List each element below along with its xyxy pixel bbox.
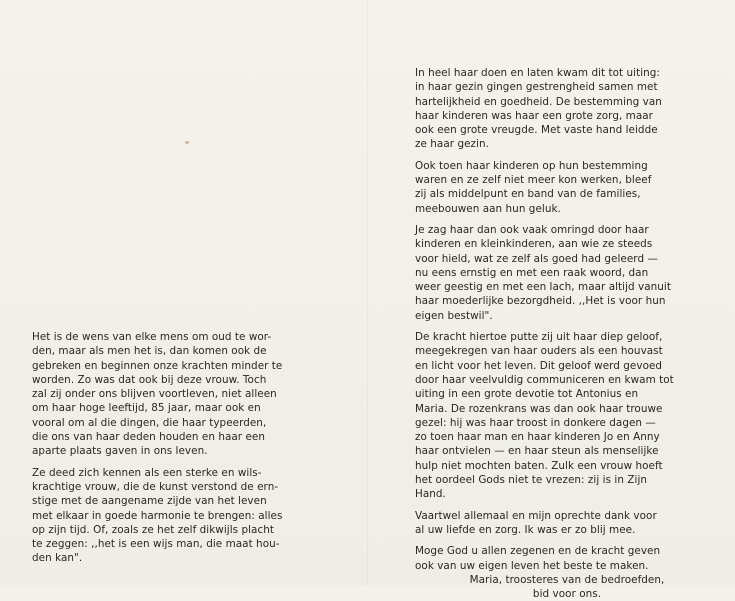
closing-prayer	[415, 573, 705, 601]
text-line: meebouwen aan hun geluk.	[415, 202, 561, 215]
text-line: uiting in een grote devotie tot Antonius en	[415, 388, 639, 401]
text-line: zo toen haar man en haar kinderen Jo en Anny	[415, 431, 660, 444]
prayer-line: Maria, troosteres van de bedroefden,	[469, 573, 665, 586]
text-line: Moge God u allen zegenen en de kracht geven	[415, 545, 661, 558]
text-line: met elkaar in goede harmonie te brengen: alles	[32, 509, 283, 522]
text-line: op zijn tijd. Of, zoals ze het zelf dikwijls placht	[32, 523, 274, 536]
prayer-line: bid voor ons.	[532, 588, 602, 601]
text-line: haar kinderen was haar een grote zorg, maar	[415, 109, 653, 122]
paragraph	[32, 330, 364, 459]
text-line: die ons van haar deden houden en haar een	[32, 431, 266, 444]
text-line: nu eens ernstig en met een raak woord, dan	[415, 266, 649, 279]
text-line: meegekregen van haar ouders als een houvast	[415, 345, 663, 358]
text-line: Vaartwel allemaal en mijn oprechte dank voor	[415, 509, 657, 522]
text-line: ook van uw eigen leven het beste te maken.	[415, 559, 649, 572]
blessing-paragraph	[415, 544, 705, 573]
text-line: den kan".	[32, 552, 83, 565]
text-line: en licht voor het leven. Dit geloof werd gevoed	[415, 359, 663, 372]
text-line: het oordeel Gods niet te vrezen: zij is in Zijn	[415, 474, 648, 487]
text-line: hulp niet mochten baten. Zulk een vrouw hoeft	[415, 459, 663, 472]
text-line: Ze deed zich kennen als een sterke en wils-	[32, 466, 262, 479]
left-column	[32, 330, 364, 566]
text-line: den, maar als men het is, dan komen ook de	[32, 345, 267, 358]
text-line: krachtige vrouw, die de kunst verstond de ern-	[32, 480, 279, 493]
text-line: haar ontvielen — en haar steun als menselijke	[415, 445, 659, 458]
text-line: aparte plaats gaven in ons leven.	[32, 445, 208, 458]
text-line: ook een grote vreugde. Met vaste hand leidde	[415, 124, 658, 137]
text-line: zal zij onder ons blijven voortleven, niet alleen	[32, 388, 277, 401]
paragraph	[32, 466, 364, 566]
text-line: gebreken en beginnen onze krachten minder te	[32, 359, 283, 372]
text-line: waren en ze zelf niet meer kon werken, bleef	[415, 174, 652, 187]
paper-speck	[185, 141, 189, 144]
text-line: om haar hoge leeftijd, 85 jaar, maar ook en	[32, 402, 261, 415]
text-line: In heel haar doen en laten kwam dit tot uiting:	[415, 67, 660, 79]
text-line: Het is de wens van elke mens om oud te wor-	[32, 331, 272, 343]
text-line: Je zag haar dan ook vaak omringd door haar	[415, 223, 649, 236]
paragraph	[415, 159, 705, 216]
text-line: Ook toen haar kinderen op hun bestemming	[415, 159, 648, 172]
paragraph	[415, 66, 705, 152]
text-line: worden. Zo was dat ook bij deze vrouw. Toch	[32, 373, 267, 386]
text-line: door haar veelvuldig communiceren en kwam tot	[415, 373, 674, 386]
text-line: al uw liefde en zorg. Ik was er zo blij mee.	[415, 523, 636, 536]
text-line: zij als middelpunt en band van de families,	[415, 188, 641, 201]
paragraph	[415, 223, 705, 323]
text-line: vooral om al die dingen, die haar typeerden,	[32, 416, 267, 429]
farewell-paragraph	[415, 509, 705, 538]
text-line: haar moederlijke bezorgdheid. ,,Het is voor hun	[415, 295, 666, 308]
text-line: te zeggen: ,,het is een wijs man, die maat hou-	[32, 538, 280, 551]
text-line: eigen bestwil".	[415, 309, 493, 322]
text-line: Maria. De rozenkrans was dan ook haar trouwe	[415, 402, 663, 415]
right-column	[415, 66, 705, 601]
text-line: in haar gezin gingen gestrengheid samen met	[415, 81, 658, 94]
text-line: De kracht hiertoe putte zij uit haar diep geloof,	[415, 331, 663, 344]
text-line: Hand.	[415, 488, 446, 501]
card-fold-line	[367, 0, 368, 585]
text-line: voor hield, wat ze zelf als goed had geleerd —	[415, 252, 658, 265]
text-line: ze haar gezin.	[415, 138, 489, 151]
text-line: kinderen en kleinkinderen, aan wie ze steeds	[415, 238, 653, 251]
text-line: weer geestig en met een lach, maar altijd vanuit	[415, 281, 671, 294]
text-line: hartelijkheid en goedheid. De bestemming van	[415, 95, 662, 108]
text-line: stige met de aangename zijde van het leven	[32, 495, 267, 508]
text-line: gezel: hij was haar troost in donkere dagen —	[415, 416, 656, 429]
paragraph	[415, 330, 705, 502]
